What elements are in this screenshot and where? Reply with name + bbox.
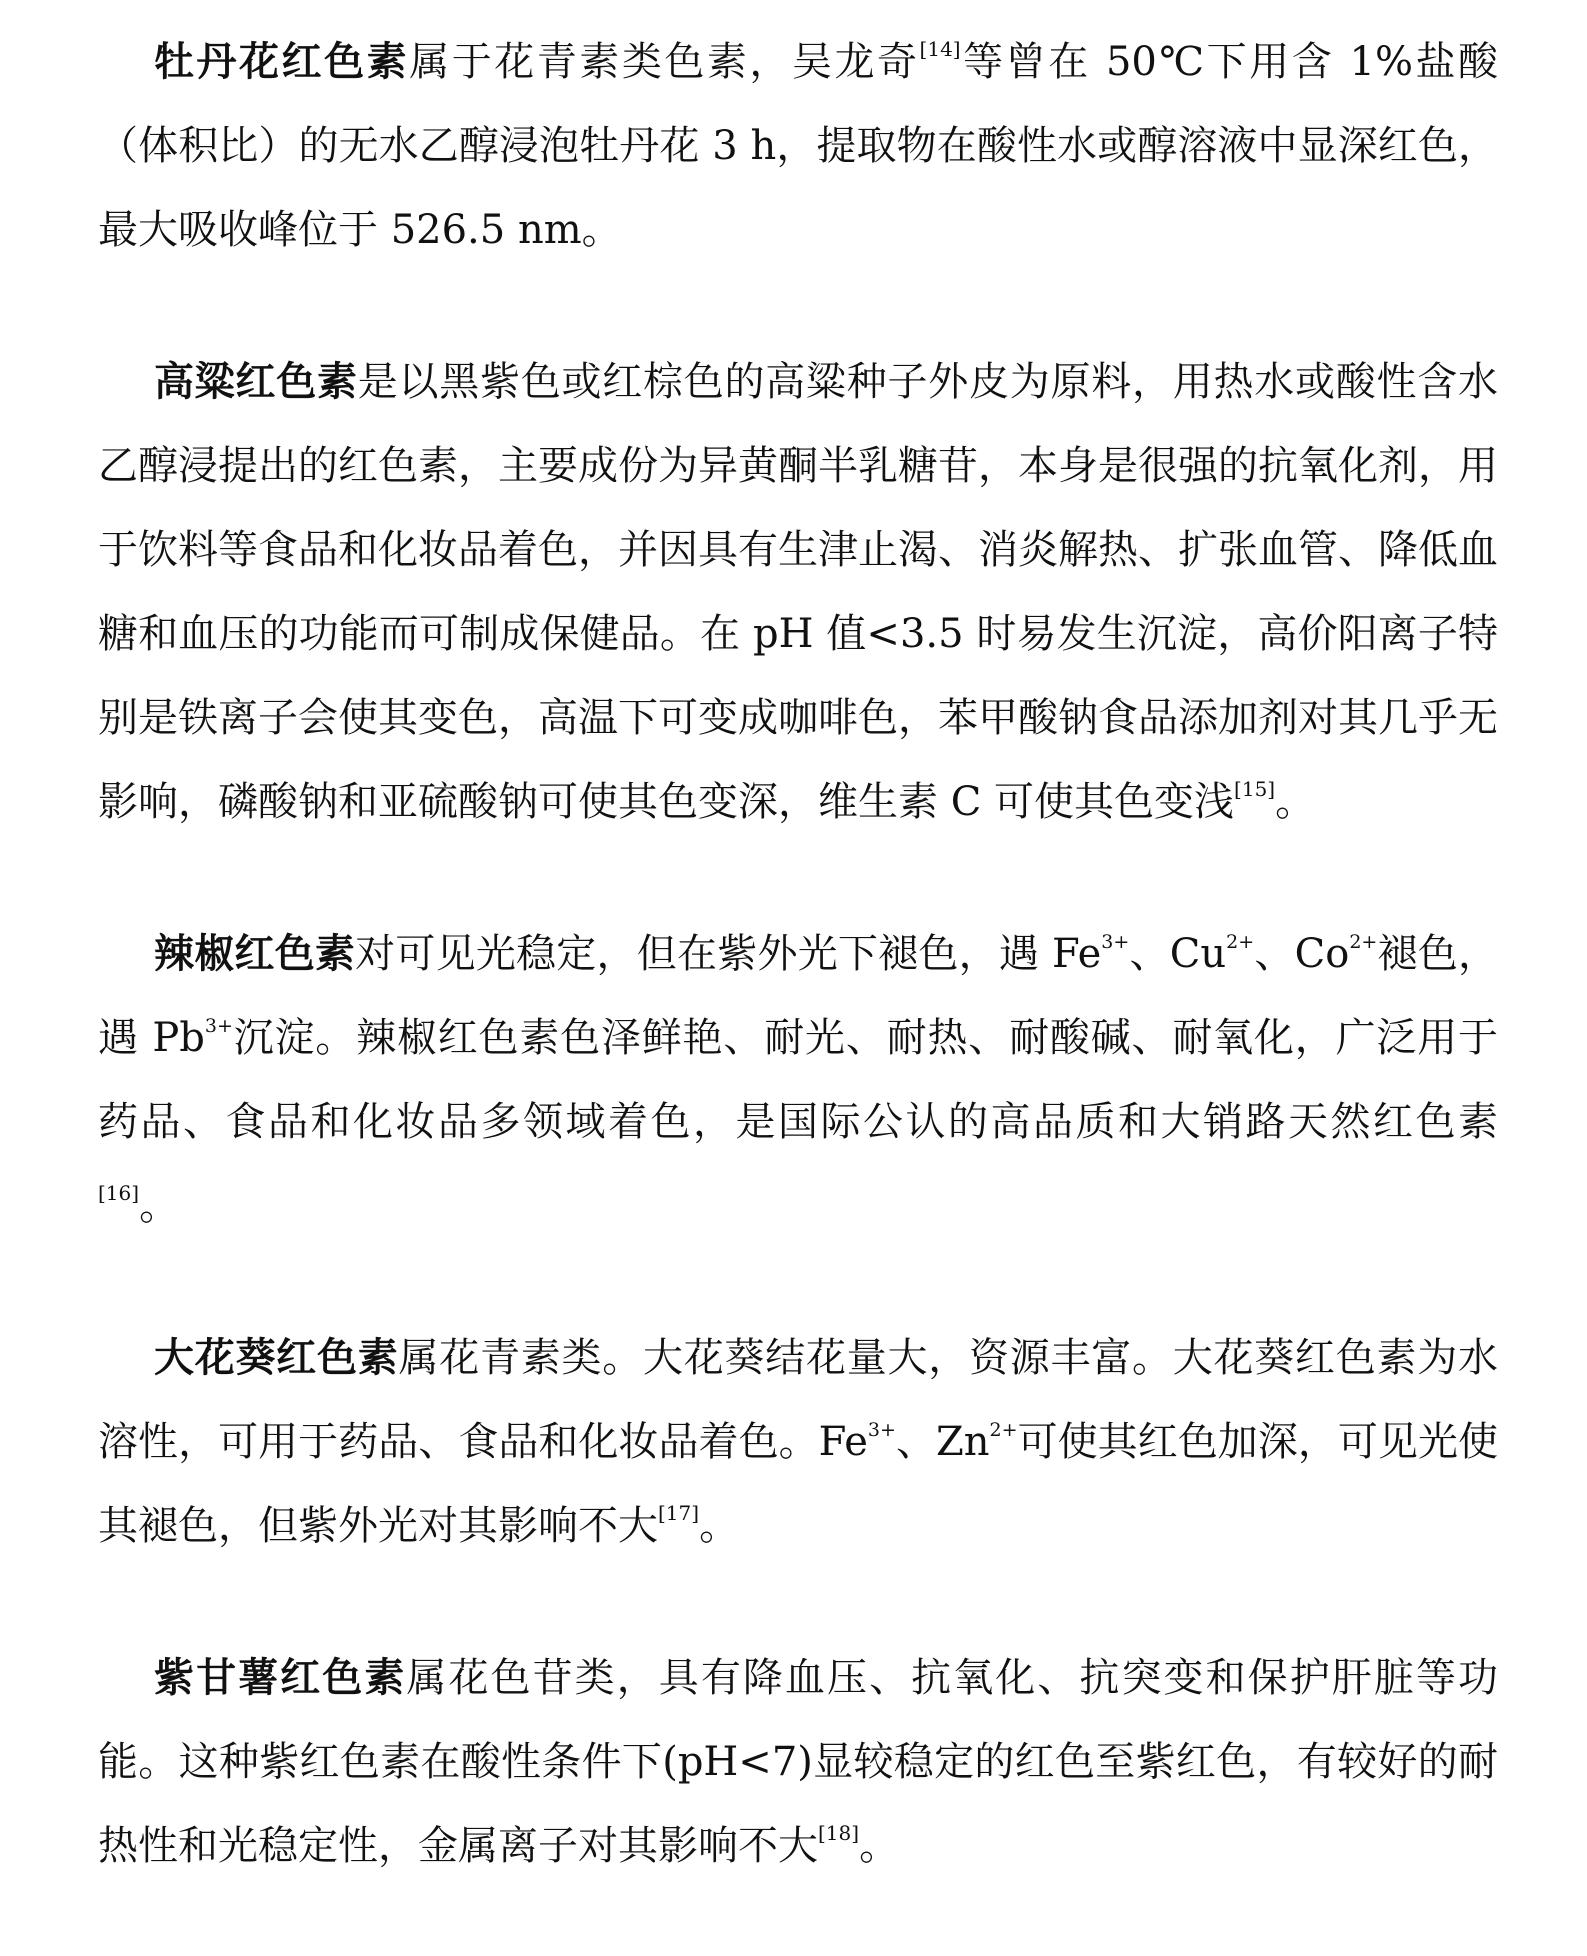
citation-ref: [17] (658, 1501, 700, 1525)
paragraph-text: 属花青素类。大花葵结花量大，资源丰富。大花葵红色素为水溶性，可用于药品、食品和化妆品着色。Fe (98, 1335, 1498, 1465)
paragraph-end: 。 (1275, 779, 1316, 825)
ion-charge-superscript: 2+ (989, 1419, 1018, 1441)
document-page (98, 20, 1498, 1956)
paragraph-text: 沉淀。辣椒红色素色泽鲜艳、耐光、耐热、耐酸碱、耐氧化，广泛用于药品、食品和化妆品多领域着色，是国际公认的高品质和大销路天然红色素 (98, 1015, 1499, 1145)
paragraph-end: 。 (859, 1823, 900, 1869)
citation-ref: [18] (818, 1821, 860, 1845)
term-purple-sweet-potato-red-pigment: 紫甘薯红色素 (154, 1655, 407, 1701)
ion-charge-superscript: 3+ (867, 1419, 896, 1441)
paragraph-text: 褪色，遇 Pb (98, 931, 1499, 1061)
paragraph-peony-pigment (98, 20, 1498, 272)
paragraph-text: 等曾在 50℃下用含 1%盐酸（体积比）的无水乙醇浸泡牡丹花 3 h，提取物在酸性水或醇溶液中显深红色，最大吸收峰位于 526.5 nm。 (98, 39, 1499, 253)
paragraph-text: 属于花青素类色素，吴龙奇 (409, 39, 920, 85)
ion-charge-superscript: 3+ (204, 1015, 233, 1037)
term-peony-red-pigment: 牡丹花红色素 (154, 39, 410, 85)
paragraph-text: 是以黑紫色或红棕色的高粱种子外皮为原料，用热水或酸性含水乙醇浸提出的红色素，主要成份为异黄酮半乳糖苷，本身是很强的抗氧化剂，用于饮料等食品和化妆品着色，并因具有生津止渴、消炎解热、扩张血管、降低血糖和血压的功能而可制成保健品。在 pH 值<3.5 时易发生沉淀，高价阳离子特别是铁离子会使其变色，高温下可变成咖啡色，苯甲酸钠食品添加剂对其几乎无影响，磷酸钠和亚硫酸钠可使其色变深，维生素 C 可使其色变浅 (98, 359, 1498, 825)
paragraph-chili-pigment (98, 912, 1498, 1248)
paragraph-end: 。 (699, 1503, 740, 1549)
ion-charge-superscript: 2+ (1226, 931, 1255, 953)
ion-charge-superscript: 3+ (1101, 931, 1130, 953)
paragraph-text: 、Zn (895, 1419, 990, 1465)
term-hollyhock-red-pigment: 大花葵红色素 (154, 1335, 399, 1381)
term-chili-red-pigment: 辣椒红色素 (154, 931, 356, 977)
paragraph-text: 属花色苷类，具有降血压、抗氧化、抗突变和保护肝脏等功能。这种紫红色素在酸性条件下(pH<7)显较稳定的红色至紫红色，有较好的耐热性和光稳定性，金属离子对其影响不大 (98, 1655, 1499, 1869)
citation-ref: [16] (98, 1181, 140, 1205)
paragraph-text: 对可见光稳定，但在紫外光下褪色，遇 Fe (355, 931, 1102, 977)
ion-charge-superscript: 2+ (1349, 931, 1378, 953)
paragraph-hollyhock-pigment (98, 1316, 1498, 1568)
citation-ref: [14] (919, 37, 961, 61)
paragraph-sorghum-pigment (98, 340, 1498, 844)
paragraph-text: 可使其红色加深，可见光使其褪色，但紫外光对其影响不大 (98, 1419, 1498, 1549)
citation-ref: [15] (1234, 777, 1276, 801)
term-sorghum-red-pigment: 高粱红色素 (154, 359, 358, 405)
paragraph-end: 。 (139, 1183, 180, 1229)
paragraph-purple-sweet-potato-pigment (98, 1636, 1498, 1888)
paragraph-text: 、Co (1254, 931, 1350, 977)
paragraph-text: 、Cu (1129, 931, 1227, 977)
